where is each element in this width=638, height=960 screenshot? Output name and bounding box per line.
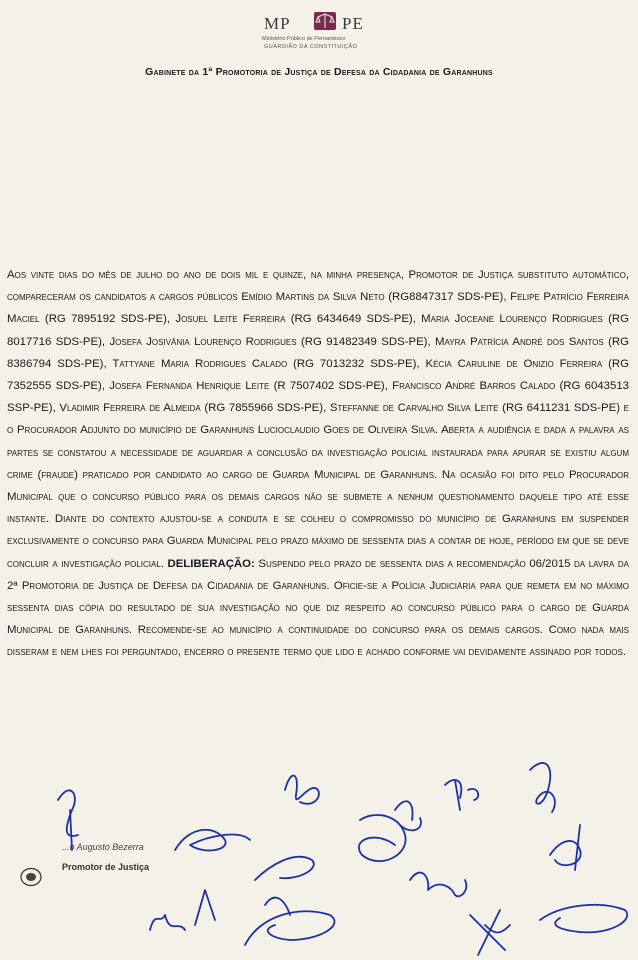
cabinet-title: Gabinete da 1ª Promotoria de Justiça de Defesa da Cidadania de Garanhuns bbox=[145, 66, 493, 78]
signature-12 bbox=[410, 873, 466, 897]
signature-5 bbox=[395, 801, 421, 830]
mppe-logo bbox=[244, 6, 394, 56]
signature-3 bbox=[175, 830, 250, 851]
body-paragraph-part2: Suspendo pelo prazo de sessenta dias a recomendação 06/2015 da lavra da 2ª Promotoria de Justiça de Defesa da Cidadania de Garanhuns. Oficie-se a Polícia Judiciária para que remeta em no máximo sessenta dias cópia do resultado de sua investigação no que diz respeito ao concurso público para o cargo de Guarda Municipal de Garanhuns. Recomende-se ao município a continuidade do concurso para os demais cargos. Como nada mais disseram e nem lhes foi perguntado, encerro o presente termo que lido e achado conforme vai devidamente assinado por todos. bbox=[7, 557, 629, 659]
document-body bbox=[7, 264, 629, 664]
signature-2 bbox=[285, 776, 319, 804]
signature-10 bbox=[150, 890, 215, 930]
logo-right-text: PE bbox=[342, 14, 364, 33]
logo-tagline: GUARDIÃO DA CONSTITUIÇÃO bbox=[264, 44, 358, 50]
signatures-area bbox=[0, 740, 638, 960]
deliberation-label: DELIBERAÇÃO: bbox=[167, 557, 255, 570]
signature-6 bbox=[445, 780, 478, 810]
signature-9 bbox=[255, 857, 314, 915]
signature-4 bbox=[359, 815, 406, 861]
logo-subtitle: Ministério Público de Pernambuco bbox=[262, 36, 346, 42]
signature-13 bbox=[470, 910, 510, 955]
body-paragraph-part1: Aos vinte dias do mês de julho do ano de dois mil e quinze, na minha presença, Promotor de Justiça substituto automático, compareceram os candidatos a cargos públicos Emídio Martins da Silva Neto (RG8847317 SDS-PE), Felipe Patrício Ferreira Maciel (RG 7895192 SDS-PE), Josuel Leite Ferreira (RG 6434649 SDS-PE), Maria Joceane Lourenço Rodrigues (RG 8017716 SDS-PE), Josefa Josivânia Lourenço Rodrigues (RG 91482349 SDS-PE), Mayra Patrícia André dos Santos (RG 8386794 SDS-PE), Tattyane Maria Rodrigues Calado (RG 7013232 SDS-PE), Kécia Caruline de Onizio Ferreira (RG 7352555 SDS-PE), Josefa Fernanda Henrique Leite (R 7507402 SDS-PE), Francisco André Barros Calado (RG 6043513 SSP-PE), Vladimir Ferreira de Almeida (RG 7855966 SDS-PE), Steffanne de Carvalho Silva Leite (RG 6411231 SDS-PE) e o Procurador Adjunto do município de Garanhuns Lucioclaudio Goes de Oliveira Silva. Aberta a audiência e dada a palavra as partes se constatou a necessidade de aguardar a conclusão da investigação policial instaurada para apurar se existiu algum crime (fraude) praticado por candidato ao cargo de Guarda Municipal de Garanhuns. Na ocasião foi dito pelo Procurador Municipal que o concurso público para os demais cargos não se submete a nenhum questionamento daquele tipo até esse instante. Diante do contexto ajustou-se a conduta e se colheu o compromisso do município de Garanhuns em suspender exclusivamente o concurso para Guarda Municipal pelo prazo máximo de sessenta dias a contar de hoje, período em que se deve concluir a investigação policial. bbox=[7, 269, 629, 570]
signature-11 bbox=[245, 911, 334, 945]
prosecutor-name: ...o Augusto Bezerra bbox=[62, 842, 144, 852]
signature-7 bbox=[530, 763, 555, 812]
signature-1 bbox=[58, 790, 78, 850]
logo-left-text: MP bbox=[264, 14, 291, 33]
signature-8 bbox=[550, 825, 581, 870]
prosecutor-role: Promotor de Justiça bbox=[62, 862, 150, 872]
signature-14 bbox=[540, 905, 627, 933]
scales-emblem-icon bbox=[312, 10, 338, 32]
